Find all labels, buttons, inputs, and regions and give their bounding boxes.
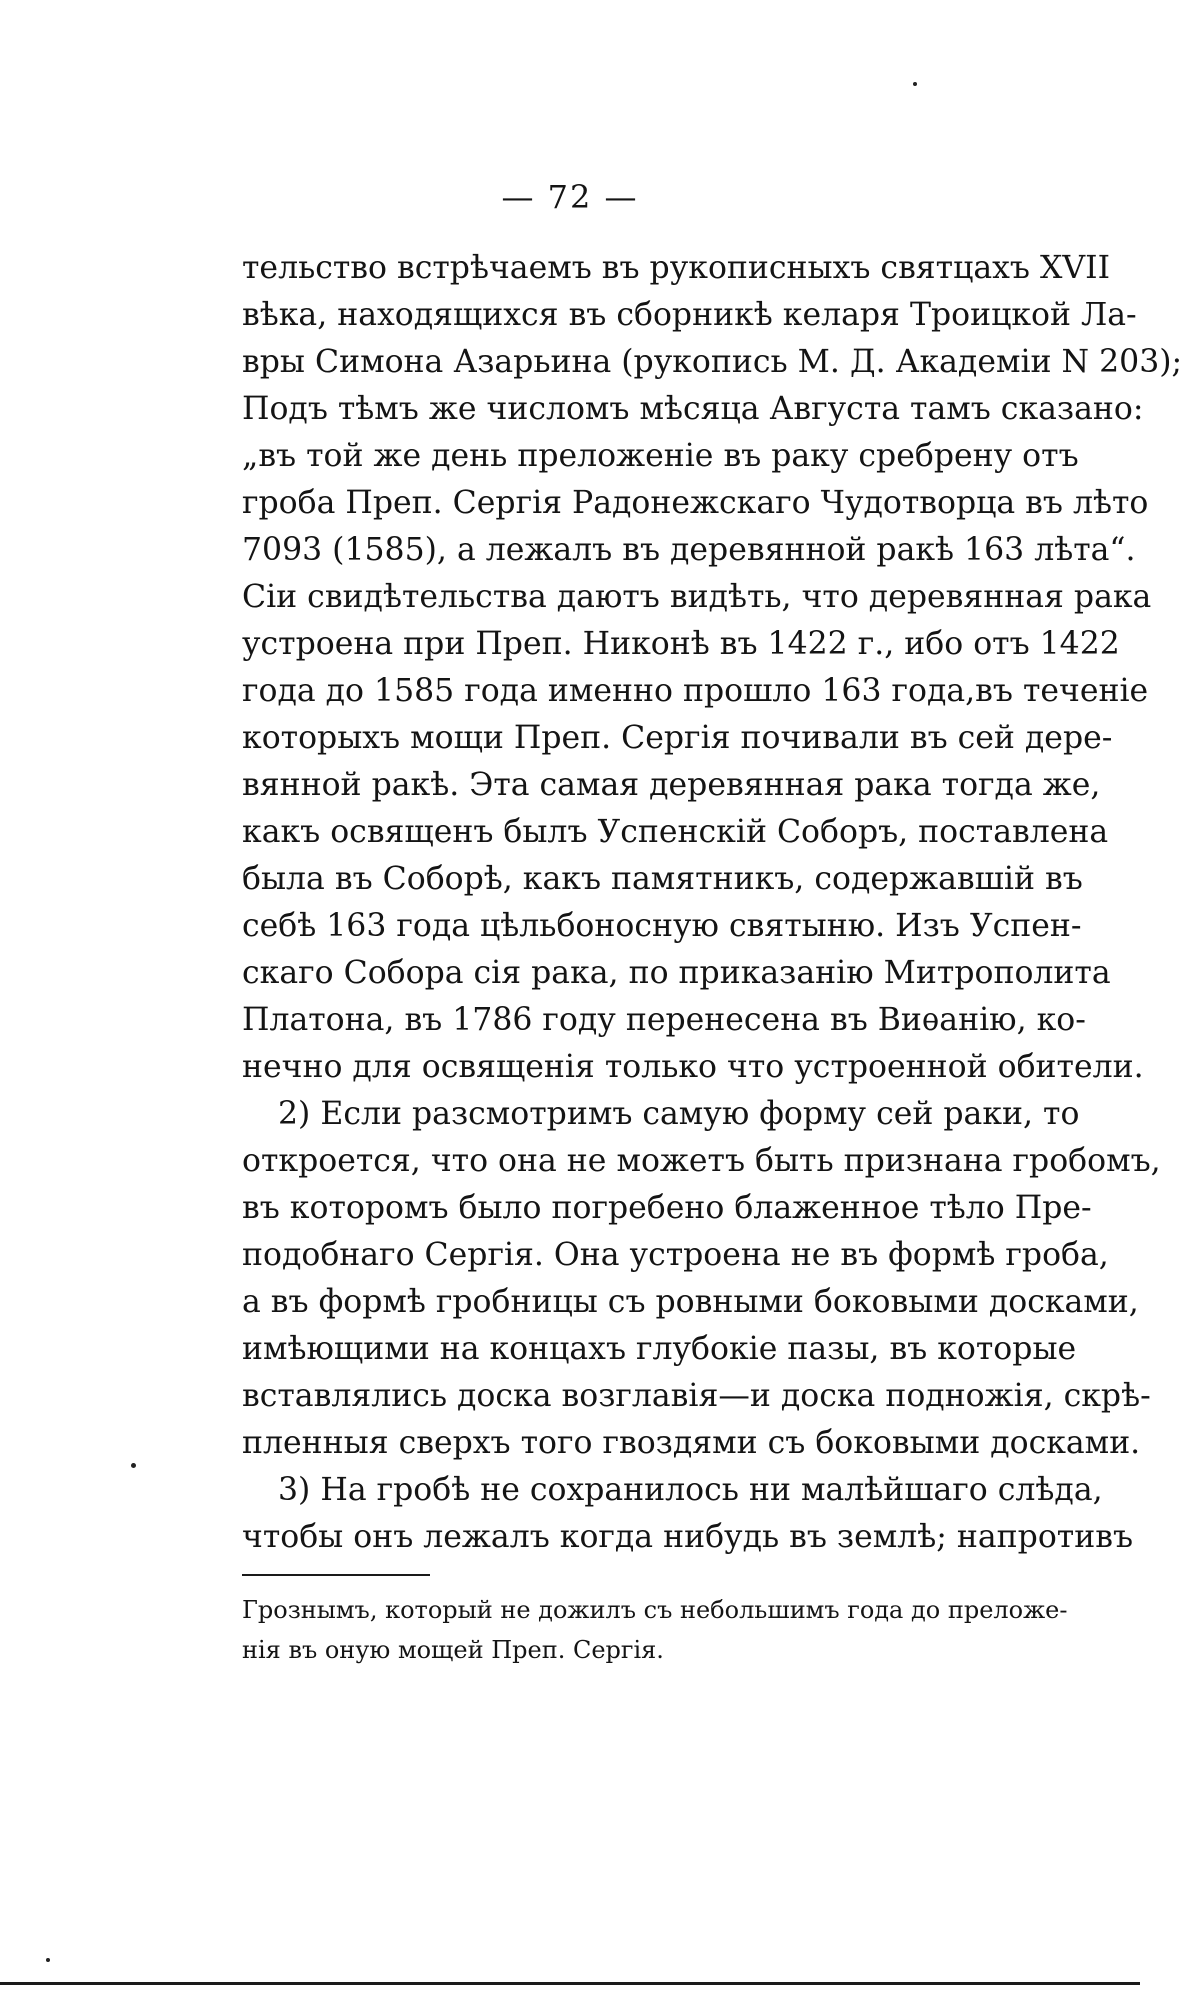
paragraph-2-start: 2) Если разсмотримъ самую форму сей раки, то [278,1096,1080,1132]
main-text-block [242,245,1182,1561]
footnote-line: нія въ оную мощей Преп. Сергія. [242,1636,664,1664]
text-line: пленныя сверхъ того гвоздями съ боковыми досками. [242,1425,1141,1461]
text-line: подобнаго Сергія. Она устроена не въ формѣ гроба, [242,1237,1109,1273]
text-line: откроется, что она не можетъ быть признана гробомъ, [242,1143,1161,1179]
text-line: была въ Соборѣ, какъ памятникъ, содержавшій въ [242,861,1083,897]
paragraph-3-start: 3) На гробѣ не сохранилось ни малѣйшаго слѣда, [278,1472,1103,1508]
text-line: вянной ракѣ. Эта самая деревянная рака тогда же, [242,767,1101,803]
text-line: себѣ 163 года цѣльбоносную святыню. Изъ Успен- [242,908,1082,944]
footnote [242,1590,1067,1670]
text-line: года до 1585 года именно прошло 163 года,въ теченіе [242,673,1149,709]
text-line: имѣющими на концахъ глубокіе пазы, въ которые [242,1331,1077,1367]
text-line: а въ формѣ гробницы съ ровными боковыми досками, [242,1284,1139,1320]
footnote-divider [242,1574,430,1576]
text-line: въ которомъ было погребено блаженное тѣло Пре- [242,1190,1092,1226]
page-number: — 72 — [501,178,639,216]
text-line: которыхъ мощи Преп. Сергія почивали въ сей дере- [242,720,1113,756]
text-line: гроба Преп. Сергія Радонежскаго Чудотворца въ лѣто [242,485,1149,521]
text-line: „въ той же день преложеніе въ раку сребрену отъ [242,438,1079,474]
text-line: чтобы онъ лежалъ когда нибудь въ землѣ; напротивъ [242,1519,1133,1555]
scan-speck [131,1463,136,1468]
scan-speck [913,82,917,86]
text-line: тельство встрѣчаемъ въ рукописныхъ святцахъ XVII [242,250,1111,286]
text-line: Подъ тѣмъ же числомъ мѣсяца Августа тамъ сказано: [242,391,1144,427]
text-line: нечно для освященія только что устроенной обители. [242,1049,1144,1085]
text-line: вры Симона Азарьина (рукопись М. Д. Академіи N 203); [242,344,1182,380]
text-line: Сіи свидѣтельства даютъ видѣть, что деревянная рака [242,579,1152,615]
text-line: какъ освященъ былъ Успенскій Соборъ, поставлена [242,814,1109,850]
text-line: вставлялись доска возглавія—и доска подножія, скрѣ- [242,1378,1151,1414]
text-line: Платона, въ 1786 году перенесена въ Виѳанію, ко- [242,1002,1086,1038]
text-line: 7093 (1585), а лежалъ въ деревянной ракѣ 163 лѣта“. [242,532,1136,568]
footnote-line: Грознымъ, который не дожилъ съ небольшимъ года до преложе- [242,1596,1068,1624]
page-bottom-edge [0,1982,1140,1985]
scan-speck [46,1958,50,1962]
text-line: вѣка, находящихся въ сборникѣ келаря Троицкой Ла- [242,297,1137,333]
text-line: устроена при Преп. Никонѣ въ 1422 г., ибо отъ 1422 [242,626,1120,662]
text-line: скаго Собора сія рака, по приказанію Митрополита [242,955,1111,991]
